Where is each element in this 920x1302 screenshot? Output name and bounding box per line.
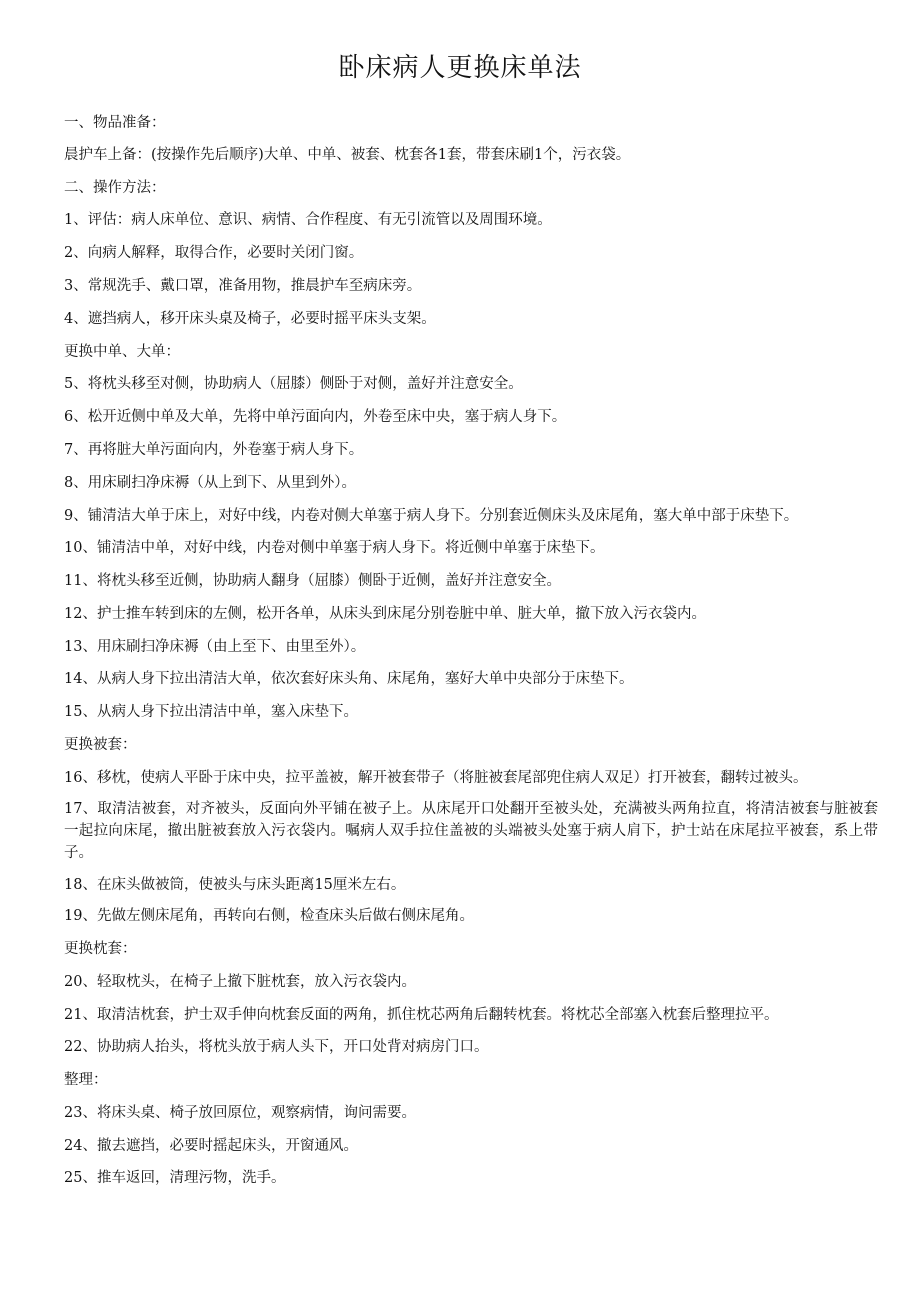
step-17: 17、取清洁被套，对齐被头，反面向外平铺在被子上。从床尾开口处翻开至被头处，充满被头两角拉直，将清洁被套与脏被套一起拉向床尾，撤出脏被套放入污衣袋内。嘱病人双手拉住盖被的头端被头处塞于病人肩下，护士站在床尾拉平被套，系上带子。: [64, 801, 878, 861]
step-19: 19、先做左侧床尾角，再转向右侧，检查床头后做右侧床尾角。: [64, 908, 474, 924]
step-18: 18、在床头做被筒，使被头与床头距离15厘米左右。: [64, 877, 406, 893]
document-title: 卧床病人更换床单法: [338, 53, 582, 83]
step-7: 7、再将脏大单污面向内，外卷塞于病人身下。: [64, 442, 364, 458]
subheading-pillowcase: 更换枕套：: [64, 941, 137, 957]
step-16: 16、移枕，使病人平卧于床中央，拉平盖被，解开被套带子（将脏被套尾部兜住病人双足）打开被套，翻转过被头。: [64, 770, 808, 786]
step-21: 21、取清洁枕套，护士双手伸向枕套反面的两角，抓住枕芯两角后翻转枕套。将枕芯全部塞入枕套后整理拉平。: [64, 1007, 779, 1023]
step-25: 25、推车返回，清理污物，洗手。: [64, 1170, 286, 1186]
step-23: 23、将床头桌、椅子放回原位，观察病情，询问需要。: [64, 1105, 416, 1121]
step-14: 14、从病人身下拉出清洁大单，依次套好床头角、床尾角，塞好大单中央部分于床垫下。: [64, 671, 634, 687]
step-20: 20、轻取枕头，在椅子上撤下脏枕套，放入污衣袋内。: [64, 974, 416, 990]
step-5: 5、将枕头移至对侧，协助病人（屈膝）侧卧于对侧，盖好并注意安全。: [64, 376, 523, 392]
step-4: 4、遮挡病人，移开床头桌及椅子，必要时摇平床头支架。: [64, 311, 436, 327]
step-1: 1、评估：病人床单位、意识、病情、合作程度、有无引流管以及周围环境。: [64, 212, 552, 228]
step-2: 2、向病人解释，取得合作，必要时关闭门窗。: [64, 245, 364, 261]
step-13: 13、用床刷扫净床褥（由上至下、由里至外）。: [64, 639, 366, 655]
step-22: 22、协助病人抬头，将枕头放于病人头下，开口处背对病房门口。: [64, 1039, 489, 1055]
section-heading-method: 二、操作方法：: [64, 180, 166, 196]
subheading-quilt-cover: 更换被套：: [64, 737, 137, 753]
step-9: 9、铺清洁大单于床上，对好中线，内卷对侧大单塞于病人身下。分别套近侧床头及床尾角，塞大单中部于床垫下。: [64, 508, 799, 524]
subheading-tidy-up: 整理：: [64, 1072, 108, 1088]
step-3: 3、常规洗手、戴口罩，准备用物，推晨护车至病床旁。: [64, 278, 422, 294]
step-8: 8、用床刷扫净床褥（从上到下、从里到外）。: [64, 475, 356, 491]
section-heading-materials: 一、物品准备：: [64, 115, 166, 131]
step-15: 15、从病人身下拉出清洁中单，塞入床垫下。: [64, 704, 358, 720]
step-10: 10、铺清洁中单，对好中线，内卷对侧中单塞于病人身下。将近侧中单塞于床垫下。: [64, 540, 605, 556]
subheading-sheets: 更换中单、大单：: [64, 344, 180, 360]
step-12: 12、护士推车转到床的左侧，松开各单，从床头到床尾分别卷脏中单、脏大单，撤下放入污衣袋内。: [64, 606, 706, 622]
step-6: 6、松开近侧中单及大单，先将中单污面向内，外卷至床中央，塞于病人身下。: [64, 409, 567, 425]
step-11: 11、将枕头移至近侧，协助病人翻身（屈膝）侧卧于近侧，盖好并注意安全。: [64, 573, 561, 589]
step-24: 24、撤去遮挡，必要时摇起床头，开窗通风。: [64, 1138, 358, 1154]
materials-text: 晨护车上备：(按操作先后顺序)大单、中单、被套、枕套各1套，带套床刷1个，污衣袋。: [64, 147, 631, 163]
